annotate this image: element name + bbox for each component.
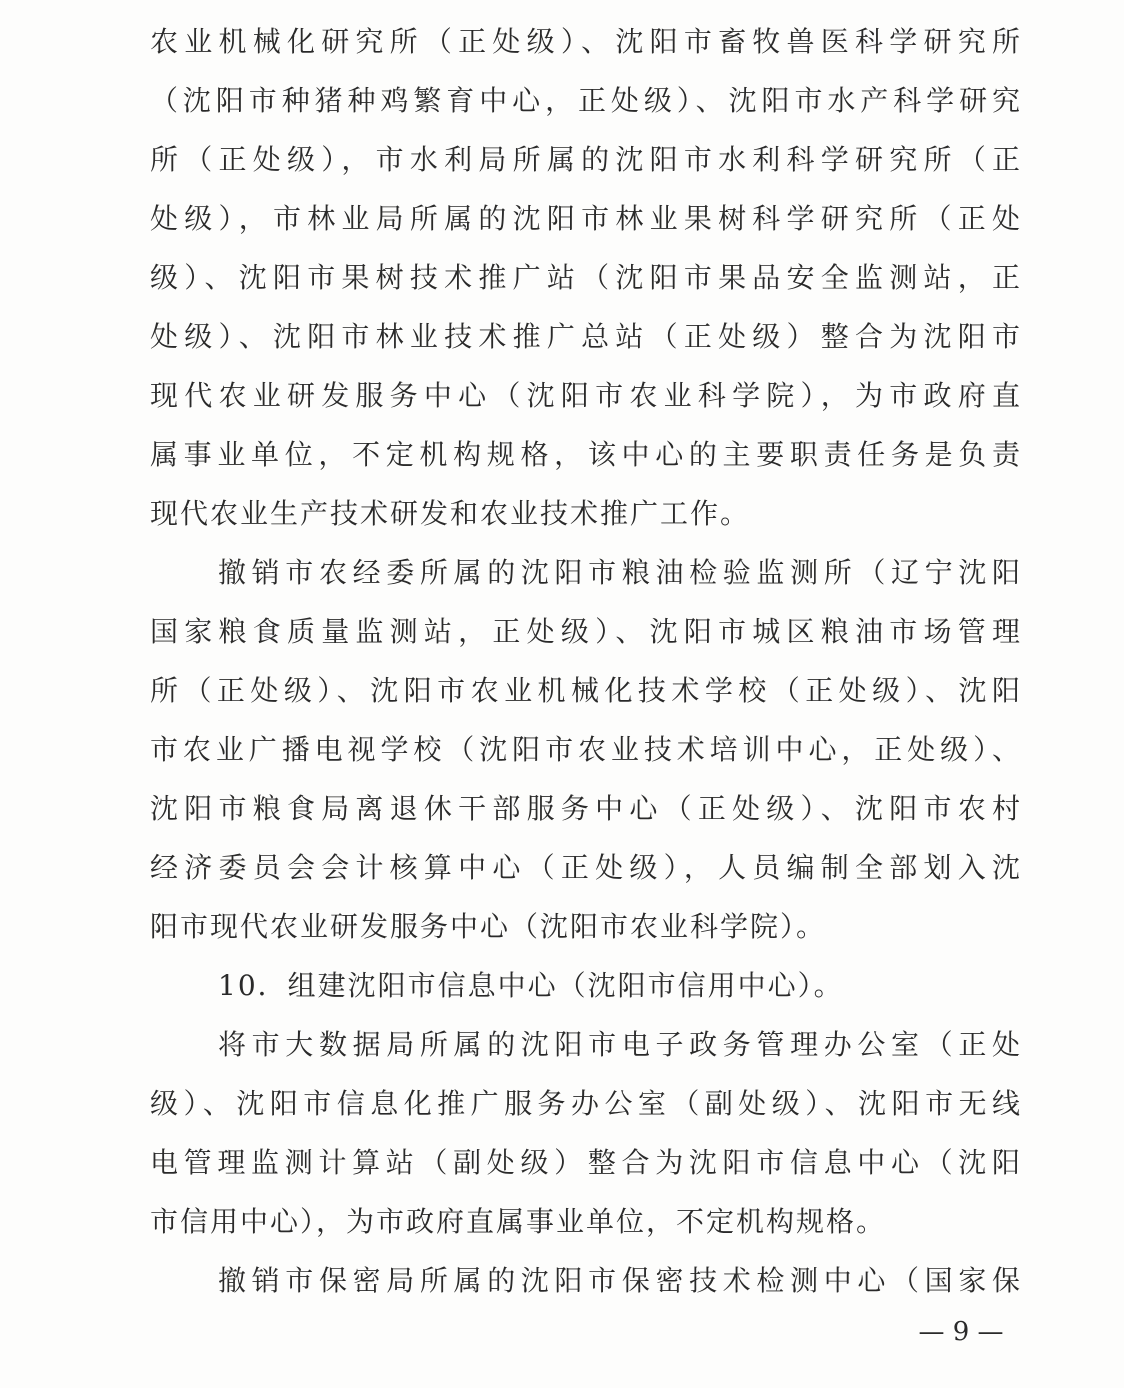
paragraph-start-line: 将市大数据局所属的沈阳市电子政务管理办公室（正处 [218, 1028, 1022, 1061]
paragraph-end-line: 阳市现代农业研发服务中心（沈阳市农业科学院）。 [150, 910, 827, 943]
text-line: 农业机械化研究所（正处级）、沈阳市畜牧兽医科学研究所 [150, 25, 1022, 58]
text-line: 电管理监测计算站（副处级）整合为沈阳市信息中心（沈阳 [150, 1146, 1022, 1179]
text-line: 处级），市林业局所属的沈阳市林业果树科学研究所（正处 [150, 202, 1022, 235]
paragraph-start-line: 撤销市农经委所属的沈阳市粮油检验监测所（辽宁沈阳 [218, 556, 1022, 589]
text-line: 所（正处级）、沈阳市农业机械化技术学校（正处级）、沈阳 [150, 674, 1022, 707]
text-line: 经济委员会会计核算中心（正处级），人员编制全部划入沈 [150, 851, 1022, 884]
text-line: 处级）、沈阳市林业技术推广总站（正处级）整合为沈阳市 [150, 320, 1022, 353]
paragraph-start-line: 撤销市保密局所属的沈阳市保密技术检测中心（国家保 [218, 1264, 1022, 1297]
text-line: 现代农业研发服务中心（沈阳市农业科学院），为市政府直 [150, 379, 1022, 412]
text-line: （沈阳市种猪种鸡繁育中心，正处级）、沈阳市水产科学研究 [150, 84, 1022, 117]
section-heading: 10．组建沈阳市信息中心（沈阳市信用中心）。 [218, 969, 844, 1002]
text-line: 市农业广播电视学校（沈阳市农业技术培训中心，正处级）、 [150, 733, 1022, 766]
text-line: 级）、沈阳市信息化推广服务办公室（副处级）、沈阳市无线 [150, 1087, 1022, 1120]
text-line: 所（正处级），市水利局所属的沈阳市水利科学研究所（正 [150, 143, 1022, 176]
page-number: — 9 — [918, 1317, 1004, 1347]
paragraph-end-line: 现代农业生产技术研发和农业技术推广工作。 [150, 497, 751, 530]
text-line: 属事业单位，不定机构规格，该中心的主要职责任务是负责 [150, 438, 1022, 471]
paragraph-end-line: 市信用中心），为市政府直属事业单位，不定机构规格。 [150, 1205, 887, 1238]
text-line: 沈阳市粮食局离退休干部服务中心（正处级）、沈阳市农村 [150, 792, 1022, 825]
text-line: 级）、沈阳市果树技术推广站（沈阳市果品安全监测站，正 [150, 261, 1022, 294]
body-text [150, 12, 1022, 1310]
text-line: 国家粮食质量监测站，正处级）、沈阳市城区粮油市场管理 [150, 615, 1022, 648]
